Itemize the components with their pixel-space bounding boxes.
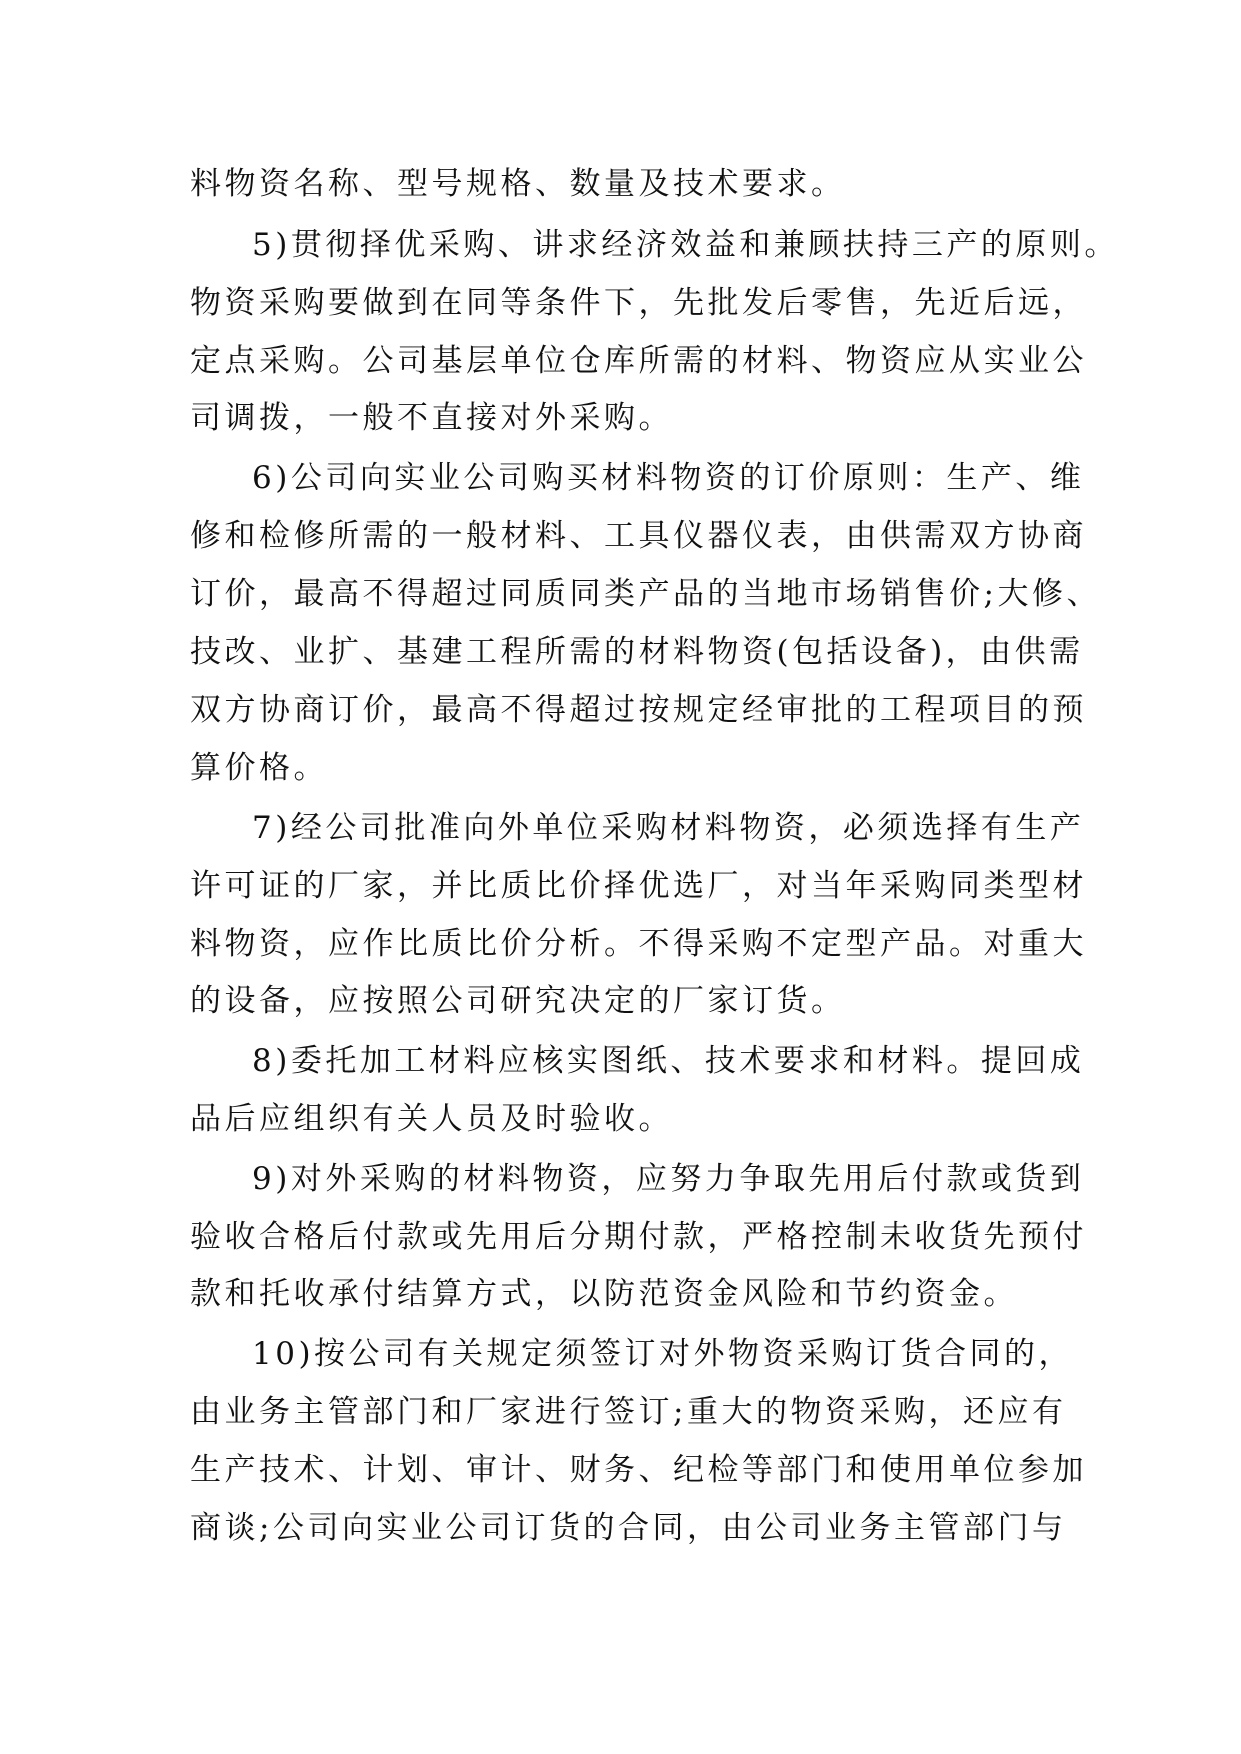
text-line: 许可证的厂家，并比质比价择优选厂，对当年采购同类型材 (190, 868, 1087, 904)
text-line: 生产技术、计划、审计、财务、纪检等部门和使用单位参加 (190, 1452, 1087, 1488)
text-line: 技改、业扩、基建工程所需的材料物资(包括设备)，由供需 (190, 634, 1084, 670)
text-line: 10)按公司有关规定须签订对外物资采购订货合同的， (252, 1336, 1074, 1372)
text-line: 料物资名称、型号规格、数量及技术要求。 (190, 166, 846, 202)
text-line: 商谈;公司向实业公司订货的合同，由公司业务主管部门与 (190, 1510, 1067, 1546)
text-line: 由业务主管部门和厂家进行签订;重大的物资采购，还应有 (190, 1394, 1067, 1430)
text-line: 定点采购。公司基层单位仓库所需的材料、物资应从实业公 (190, 343, 1087, 379)
text-line: 5)贯彻择优采购、讲求经济效益和兼顾扶持三产的原则。 (252, 227, 1119, 263)
text-line: 6)公司向实业公司购买材料物资的订价原则：生产、维 (252, 460, 1085, 496)
text-line: 双方协商订价，最高不得超过按规定经审批的工程项目的预 (190, 692, 1087, 728)
text-line: 料物资，应作比质比价分析。不得采购不定型产品。对重大 (190, 926, 1087, 962)
text-line: 7)经公司批准向外单位采购材料物资，必须选择有生产 (252, 810, 1085, 846)
text-line: 品后应组织有关人员及时验收。 (190, 1101, 673, 1137)
text-line: 物资采购要做到在同等条件下，先批发后零售，先近后远， (190, 285, 1087, 321)
text-line: 算价格。 (190, 750, 328, 786)
text-line: 9)对外采购的材料物资，应努力争取先用后付款或货到 (252, 1161, 1085, 1197)
text-line: 款和托收承付结算方式，以防范资金风险和节约资金。 (190, 1276, 1018, 1312)
text-line: 修和检修所需的一般材料、工具仪器仪表，由供需双方协商 (190, 518, 1087, 554)
text-line: 的设备，应按照公司研究决定的厂家订货。 (190, 983, 846, 1019)
text-line: 验收合格后付款或先用后分期付款，严格控制未收货先预付 (190, 1219, 1087, 1255)
text-line: 订价，最高不得超过同质同类产品的当地市场销售价;大修、 (190, 576, 1101, 612)
text-line: 司调拨，一般不直接对外采购。 (190, 400, 673, 436)
text-line: 8)委托加工材料应核实图纸、技术要求和材料。提回成 (252, 1043, 1085, 1079)
